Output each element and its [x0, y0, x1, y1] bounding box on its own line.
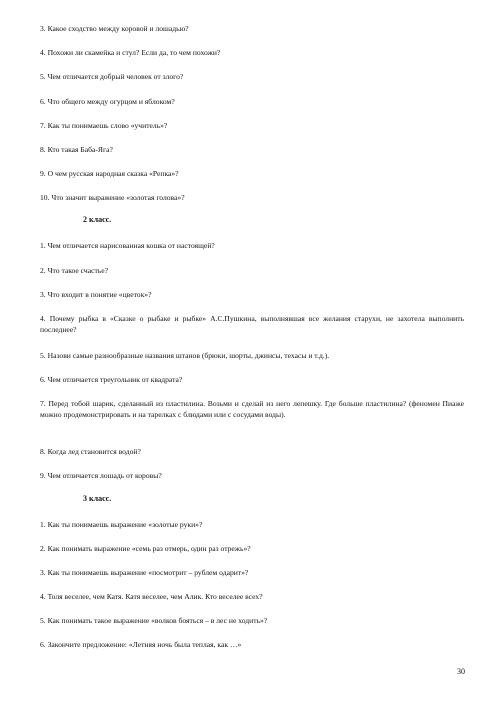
- question-g2-2: 2. Что такое счастье?: [40, 266, 108, 275]
- question-g3-6: 6. Закончите предложение: «Летняя ночь была теплая, как …»: [40, 640, 242, 649]
- question-g2-4: 4. Почему рыбка в «Сказке о рыбаке и рыбке» А.С.Пушкина, выполнявшая все желания старухи, не захотела выполнить последнее?: [40, 314, 464, 334]
- question-g1-6: 6. Что общего между огурцом и яблоком?: [40, 97, 175, 106]
- question-g2-7: 7. Перед тобой шарик, сделанный из пластилина. Возьми и сделай из него лепешку. Где больше пластилина? (феномен Пиаже можно продемонстрировать и на тарелках с блюдами или с сосудами воды).: [40, 399, 464, 419]
- question-g1-3: 3. Какое сходство между коровой и лошадью?: [40, 24, 189, 33]
- page-number: 30: [457, 667, 465, 676]
- heading-grade-2: 2 класс.: [83, 215, 112, 224]
- question-g3-4: 4. Толя веселее, чем Катя. Катя веселее, чем Алик. Кто веселее всех?: [40, 592, 263, 601]
- question-g2-5: 5. Назови самые разнообразные названия штанов (брюки, шорты, джинсы, техасы и т.д.).: [40, 351, 330, 360]
- question-g1-5: 5. Чем отличается добрый человек от злого?: [40, 72, 184, 81]
- question-g2-8: 8. Когда лед становится водой?: [40, 447, 141, 456]
- question-g1-4: 4. Похожи ли скамейка и стул? Если да, то чем похожи?: [40, 48, 221, 57]
- question-g3-1: 1. Как ты понимаешь выражение «золотые руки»?: [40, 520, 203, 529]
- heading-grade-3: 3 класс.: [83, 494, 112, 503]
- question-g2-6: 6. Чем отличается треугольник от квадрата?: [40, 375, 183, 384]
- question-g3-2: 2. Как понимать выражение «семь раз отмерь, один раз отрежь»?: [40, 544, 251, 553]
- question-g2-3: 3. Что входит в понятие «цветок»?: [40, 290, 152, 299]
- question-g1-8: 8. Кто такая Баба-Яга?: [40, 145, 113, 154]
- question-g3-5: 5. Как понимать такое выражение «волков бояться – в лес не ходить»?: [40, 616, 268, 625]
- question-g1-10: 10. Что значит выражение «золотая голова»?: [40, 193, 185, 202]
- question-g1-7: 7. Как ты понимаешь слово «учитель»?: [40, 121, 168, 130]
- question-g1-9: 9. О чем русская народная сказка «Репка»?: [40, 169, 179, 178]
- question-g3-3: 3. Как ты понимаешь выражение «посмотрит – рублем одарит»?: [40, 568, 249, 577]
- question-g2-9: 9. Чем отличается лошадь от коровы?: [40, 471, 162, 480]
- question-g2-1: 1. Чем отличается нарисованная кошка от настоящей?: [40, 241, 215, 250]
